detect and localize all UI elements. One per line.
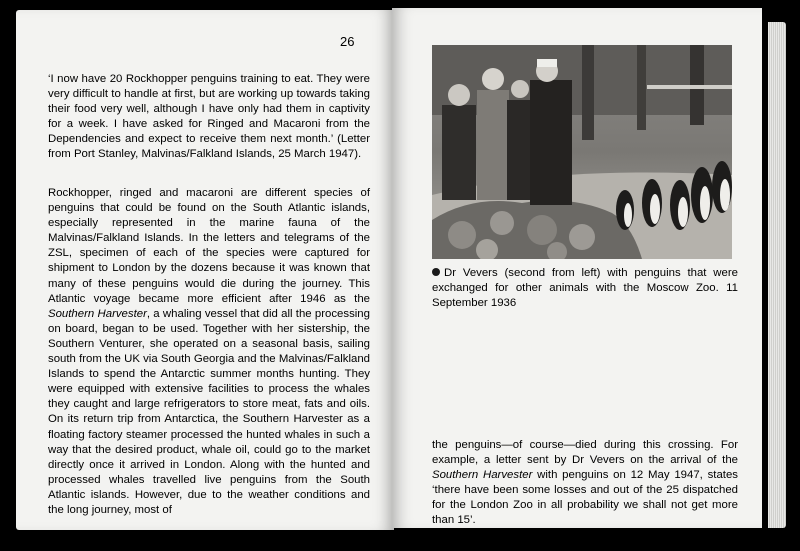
page-number: 26 xyxy=(340,34,355,49)
bullet-icon xyxy=(432,268,440,276)
continued-text-start: the penguins—of course—died during this crossing. For example, a letter sent by Dr Vevers on the arrival of the xyxy=(432,439,738,467)
body-text-start: Rockhopper, ringed and macaroni are different species of penguins that could be found on the South Atlantic islands, especially represented in the marine fauna of the Malvinas/Falkland Islands. In the letters and telegrams of the ZSL, specimen of each of the species were captured for shipment to London by the dozens because it was known that many of these penguins would die during the journey. This Atlantic voyage became more efficient after 1946 as the xyxy=(48,187,370,305)
photo-caption xyxy=(432,266,738,311)
page-edges xyxy=(768,22,786,528)
body-text-end: , a whaling vessel that did all the processing on board, began to be used. Together with her sistership, the Southern Venturer, she operated on a seasonal basis, sailing south from the UK via South Georgia and the Malvinas/Falkland Islands to spend the Antarctic summer months hunting. They were equipped with extensive facilities to process the whales they caught and large refrigerators to store meat, fats and oils. On its return trip from Antarctica, the Southern Harvester as a floating factory steamer processed the hunted whales in such a way that the desired product, whale oil, could go to the market directly once it arrived in London. Along with the hunted and processed whales travelled live penguins from the South Atlantic islands. However, due to the weather conditions and the long journey, most of xyxy=(48,307,370,516)
continued-text-end: with penguins on 12 May 1947, states ‘there have been some losses and out of the 25 dispatched for the London Zoo in all probability we shall not get more than 15’. xyxy=(432,469,738,527)
ship-name-right: Southern Harvester xyxy=(432,469,533,482)
photo-illustration xyxy=(432,45,732,259)
body-paragraph xyxy=(48,186,370,518)
continued-paragraph xyxy=(432,438,738,529)
caption-text: Dr Vevers (second from left) with penguins that were exchanged for other animals with the Moscow Zoo. 11 September 1936 xyxy=(432,267,738,310)
archival-photo xyxy=(432,45,732,259)
ship-name: Southern Harvester xyxy=(48,307,147,320)
quote-paragraph: ‘I now have 20 Rockhopper penguins training to eat. They were very difficult to handle at first, but are working up towards taking their food very well, although I have only had them in captivity for a week. I have asked for Ringed and Macaroni from the Dependencies and expect to receive them next month.’ (Letter from Port Stanley, Malvinas/Falkland Islands, 25 March 1947). xyxy=(48,73,370,161)
